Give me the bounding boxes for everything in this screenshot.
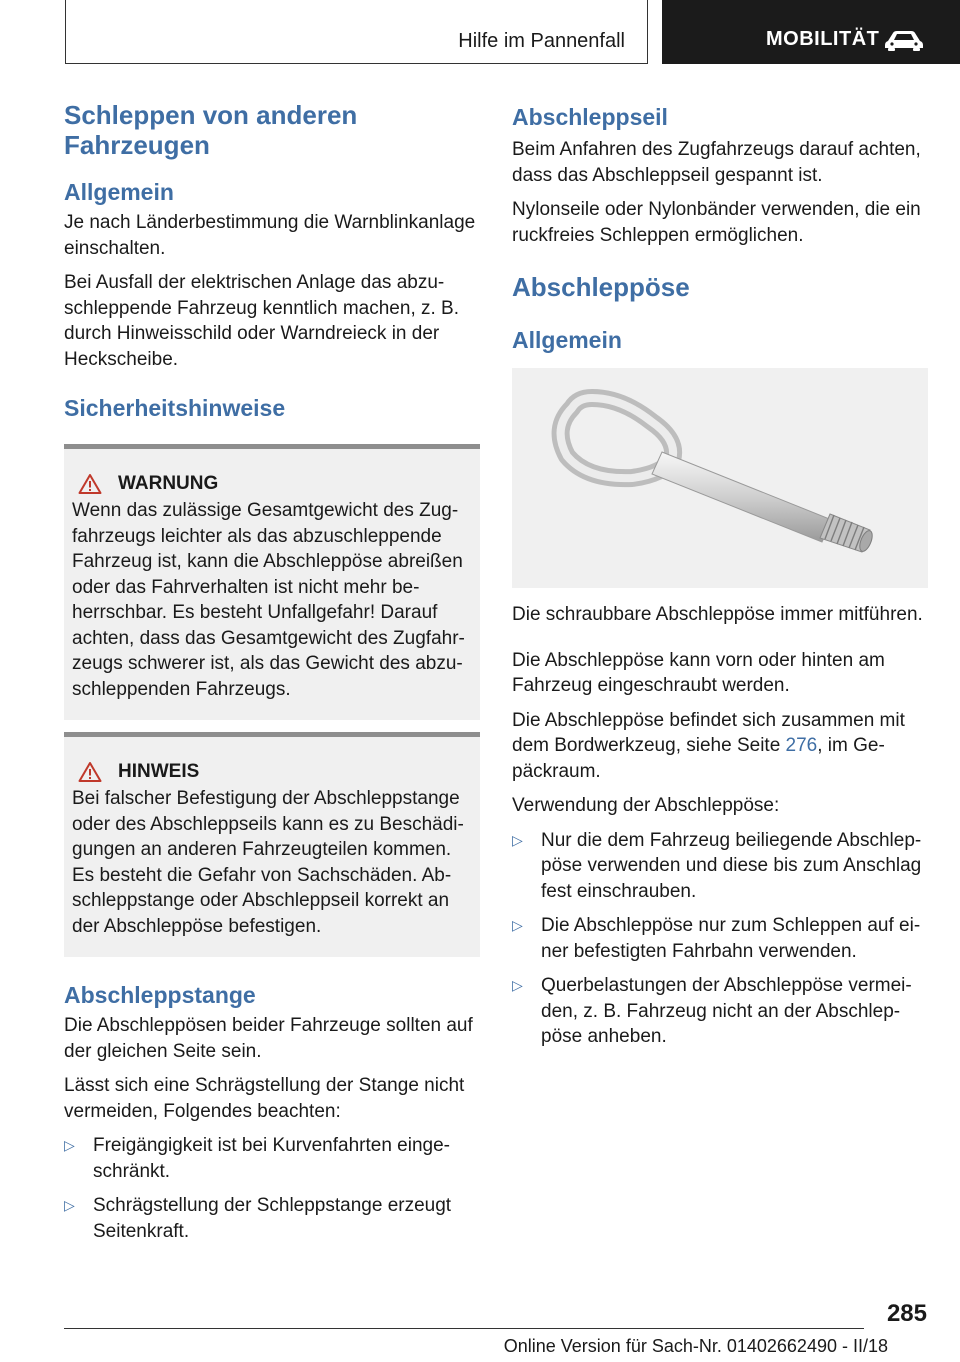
heading-abschleppoese: Abschleppöse bbox=[512, 272, 690, 302]
footer-divider bbox=[64, 1328, 864, 1329]
page-reference-link[interactable]: 276 bbox=[785, 735, 818, 756]
bullet-icon: ▷ bbox=[512, 977, 523, 993]
list-item: ▷ Querbelastungen der Abschleppöse vermei‐den, z. B. Fahrzeug nicht an der Abschlep‐pöse anheben. bbox=[512, 975, 912, 1047]
list-item: ▷ Schrägstellung der Schleppstange erzeugt Seitenkraft. bbox=[64, 1195, 452, 1242]
figure-caption: Die schraubbare Abschleppöse immer mitführen. bbox=[512, 604, 923, 625]
paragraph: Verwendung der Abschleppöse: bbox=[512, 795, 780, 816]
tow-eye-figure bbox=[512, 368, 928, 588]
page-number: 285 bbox=[886, 1300, 927, 1327]
footer-version-text: Online Version für Sach-Nr. 01402662490 - II/18 bbox=[503, 1336, 888, 1356]
notice-text: Bei falscher Befestigung der Abschleppstange oder des Abschleppseils kann es zu Beschädi‐gungen an anderen Fahrzeugteilen kommen. Es besteht die Gefahr von Sachschäden. Ab‐schleppstange oder Abschleppseil korrekt an der Abschleppöse befestigen. bbox=[72, 788, 464, 937]
paragraph: Lässt sich eine Schrägstellung der Stange nicht vermeiden, Folgendes beachten: bbox=[64, 1075, 465, 1122]
right-column bbox=[512, 103, 928, 1059]
bullet-icon: ▷ bbox=[64, 1197, 75, 1213]
bullet-icon: ▷ bbox=[64, 1137, 75, 1153]
bullet-list bbox=[64, 1133, 480, 1244]
header-section-box bbox=[65, 0, 648, 64]
list-item: ▷ Freigängigkeit ist bei Kurvenfahrten einge‐schränkt. bbox=[64, 1135, 450, 1182]
heading-allgemein: Allgemein bbox=[512, 327, 622, 353]
warning-triangle-icon bbox=[78, 761, 102, 783]
header-chapter-tab bbox=[662, 0, 960, 64]
warning-box bbox=[64, 444, 480, 720]
bullet-icon: ▷ bbox=[512, 831, 523, 848]
bullet-icon: ▷ bbox=[512, 917, 523, 933]
paragraph: Je nach Länderbestimmung die Warnblinkanlage einschalten. bbox=[64, 212, 476, 259]
notice-title: HINWEIS bbox=[118, 761, 200, 782]
header-section-title: Hilfe im Pannenfall bbox=[458, 30, 625, 52]
list-item: ▷ Die Abschleppöse nur zum Schleppen auf ei‐ner befestigten Fahrbahn verwenden. bbox=[512, 915, 921, 962]
heading-sicherheitshinweise: Sicherheitshinweise bbox=[64, 395, 286, 421]
paragraph: Nylonseile oder Nylonbänder verwenden, die ein ruckfreies Schleppen ermöglichen. bbox=[512, 199, 921, 246]
left-column bbox=[64, 100, 480, 1253]
heading-abschleppseil: Abschleppseil bbox=[512, 104, 668, 130]
bullet-list bbox=[512, 828, 928, 1050]
heading-allgemein: Allgemein bbox=[64, 179, 174, 205]
paragraph: Die Abschleppösen beider Fahrzeuge sollten auf der gleichen Seite sein. bbox=[64, 1015, 473, 1062]
notice-box bbox=[64, 732, 480, 957]
warning-triangle-icon bbox=[78, 473, 102, 495]
paragraph: Die Abschleppöse kann vorn oder hinten am Fahrzeug eingeschraubt werden. bbox=[512, 649, 885, 696]
list-item: ▷ Nur die dem Fahrzeug beiliegende Abschlep‐pöse verwenden und diese bis zum Anschlag fest einschrauben. bbox=[512, 829, 922, 902]
warning-title: WARNUNG bbox=[118, 473, 219, 494]
tow-eye-illustration bbox=[512, 368, 928, 588]
page-title: Schleppen von anderen Fahrzeugen bbox=[64, 100, 358, 160]
paragraph: Die Abschleppöse befindet sich zusammen mit dem Bordwerkzeug, siehe Seite 276, im Ge‐päckraum. bbox=[512, 709, 905, 782]
car-icon bbox=[882, 28, 926, 52]
header-chapter-label: MOBILITÄT bbox=[766, 28, 880, 50]
warning-text: Wenn das zulässige Gesamtgewicht des Zug‐fahrzeugs leichter als das abzuschleppende Fahrzeug ist, kann die Abschleppöse abreißen oder das Fahrverhalten ist nicht mehr be‐herrschbar. Es besteht Unfallgefahr! Darauf achten, dass das Gesamtgewicht des Zugfahr‐zeugs schwerer ist, als das Gewicht des abzu‐schleppenden Fahrzeugs. bbox=[72, 500, 465, 700]
paragraph: Bei Ausfall der elektrischen Anlage das abzu‐schleppende Fahrzeug kenntlich machen, z. B. durch Hinweisschild oder Warndreieck in der Heckscheibe. bbox=[64, 272, 460, 370]
paragraph: Beim Anfahren des Zugfahrzeugs darauf achten, dass das Abschleppseil gespannt ist. bbox=[512, 139, 921, 186]
heading-abschleppstange: Abschleppstange bbox=[64, 982, 256, 1008]
